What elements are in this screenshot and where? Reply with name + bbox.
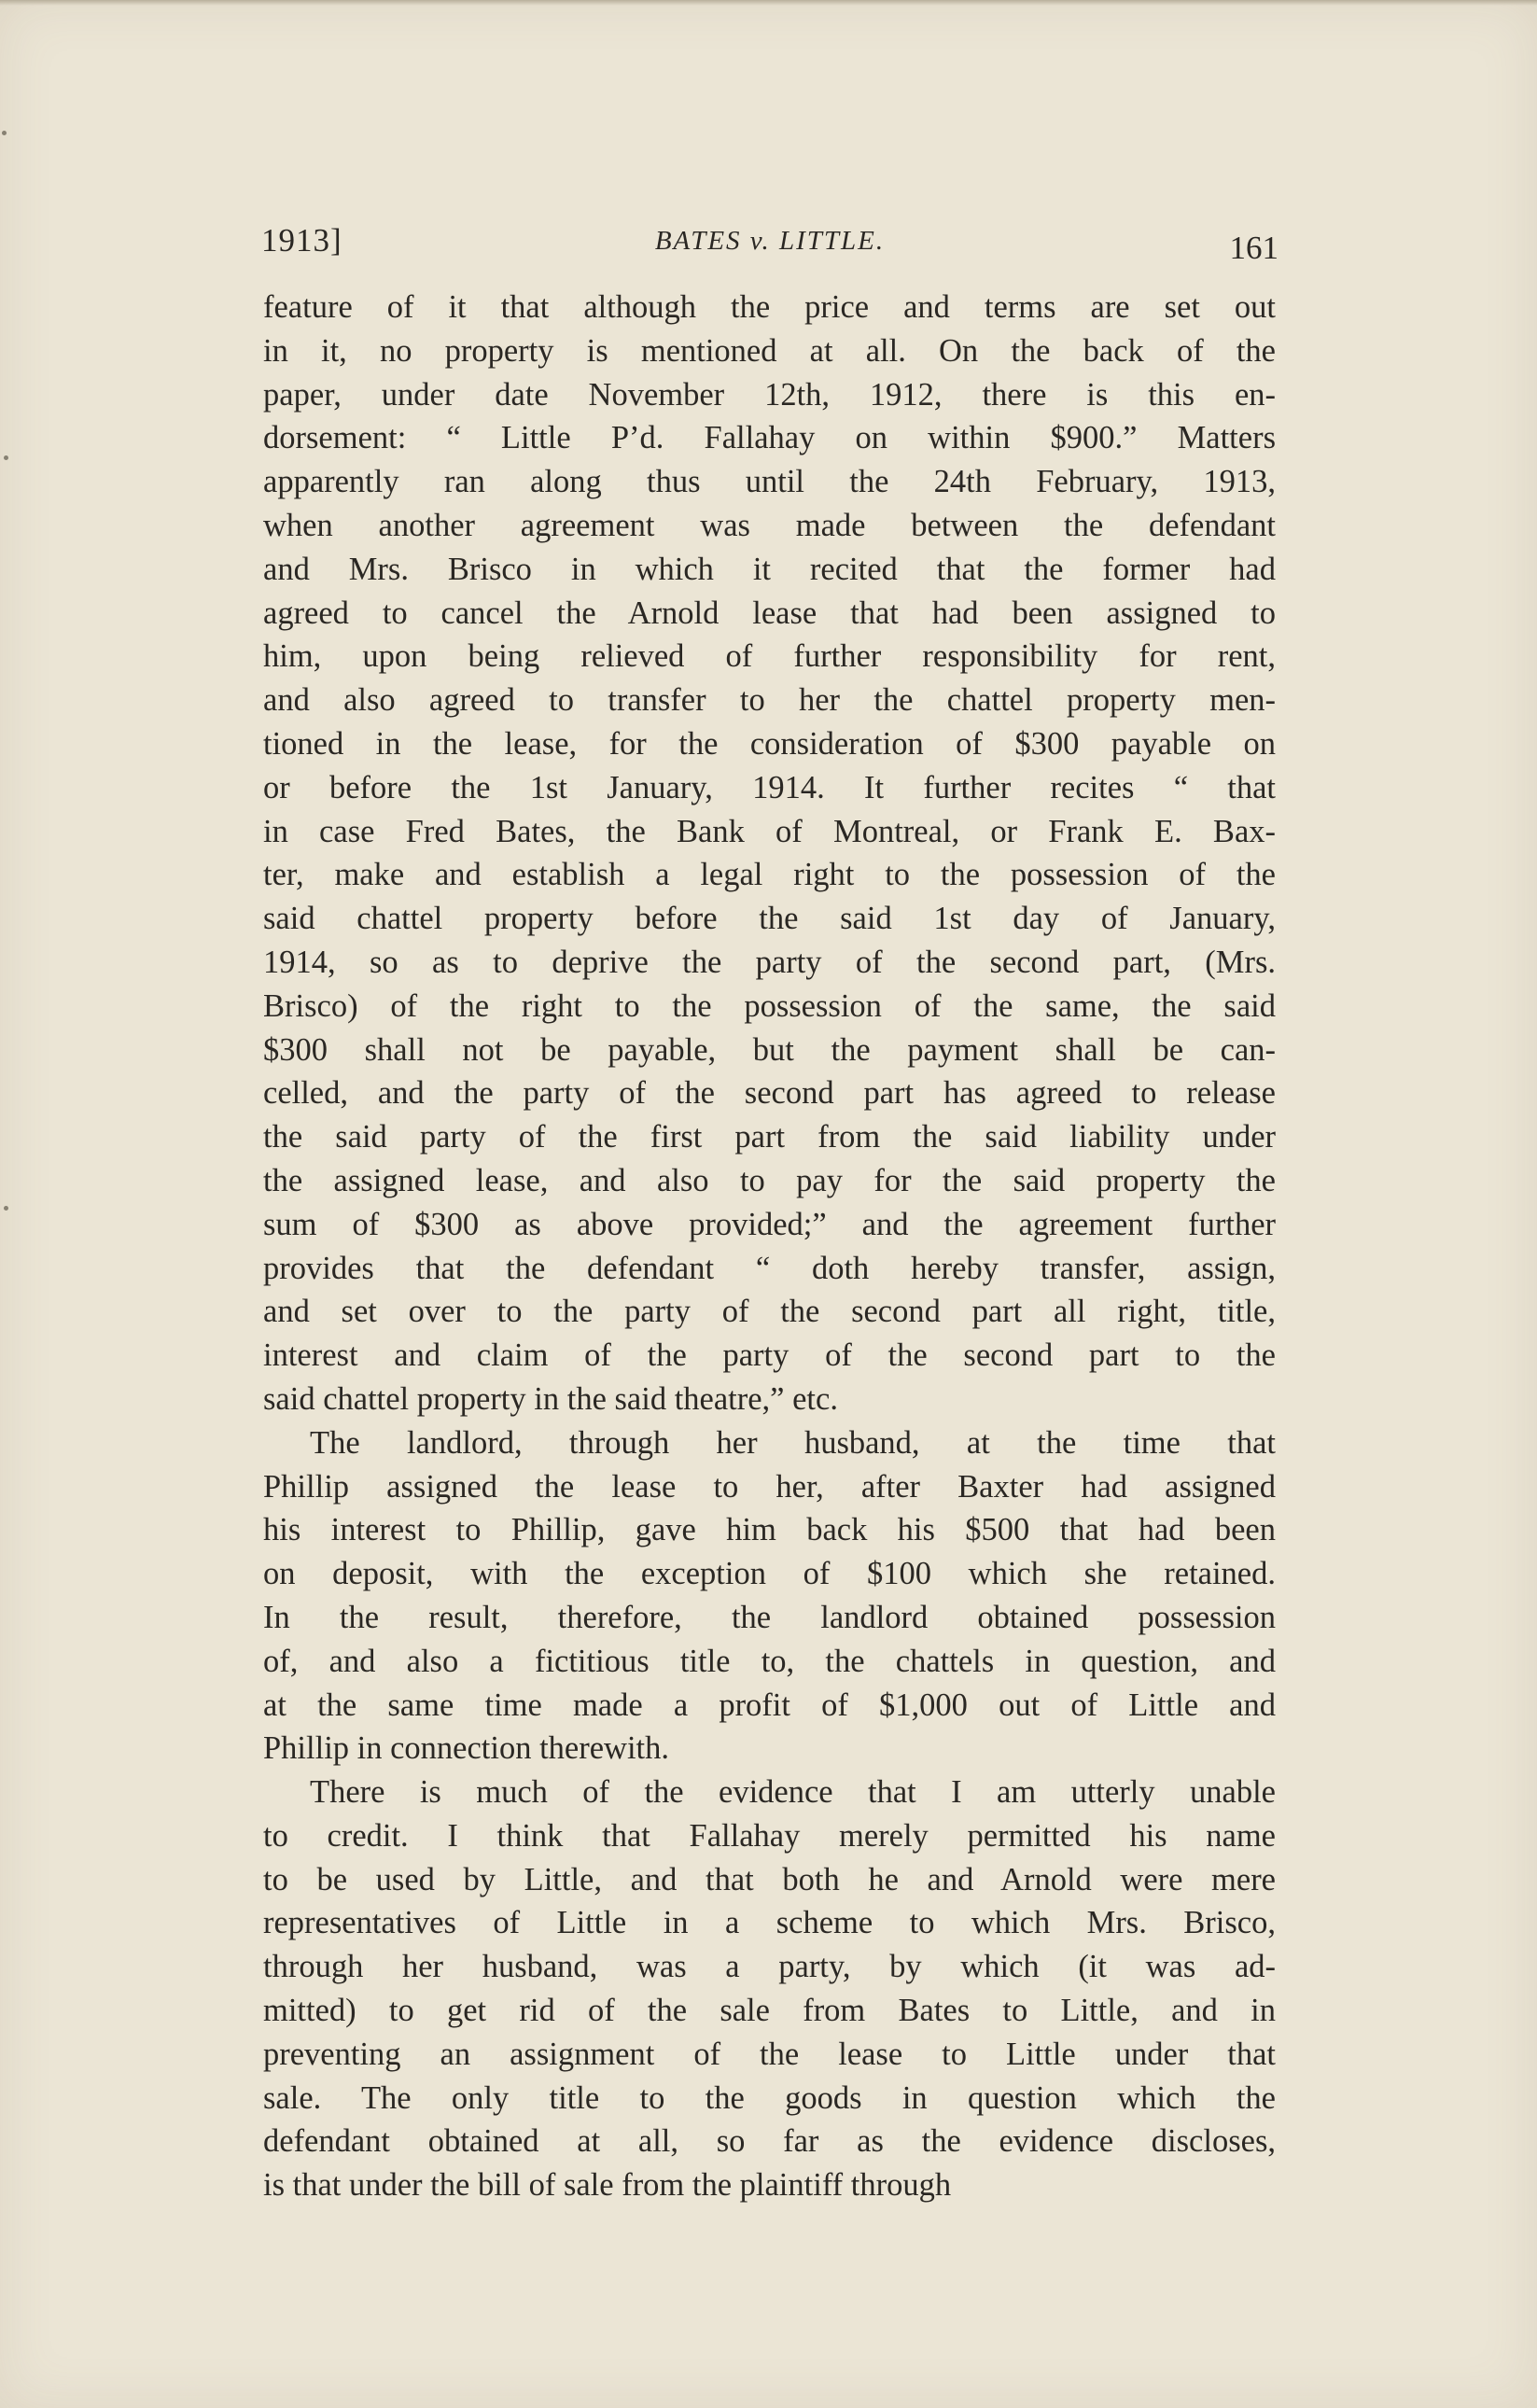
text-line: mitted) to get rid of the sale from Bates to Little, and in bbox=[263, 1993, 1276, 2029]
text-line: interest and claim of the party of the second part to the bbox=[263, 1337, 1276, 1374]
text-line: and Mrs. Brisco in which it recited that the former had bbox=[263, 551, 1276, 587]
page-number: 161 bbox=[1229, 230, 1279, 266]
page-top-edge bbox=[0, 0, 1537, 6]
print-speck bbox=[4, 1206, 8, 1211]
text-line: preventing an assignment of the lease to Little under that bbox=[263, 2036, 1276, 2072]
text-line: of, and also a fictitious title to, the chattels in question, and bbox=[263, 1643, 1276, 1679]
print-speck bbox=[2, 131, 7, 135]
text-line: when another agreement was made between the defendant bbox=[263, 507, 1276, 543]
text-line: dorsement: “ Little P’d. Fallahay on within $900.” Matters bbox=[263, 420, 1276, 456]
text-line: 1914, so as to deprive the party of the second part, (Mrs. bbox=[263, 944, 1276, 980]
text-line: paper, under date November 12th, 1912, there is this en- bbox=[263, 376, 1276, 413]
text-line: in case Fred Bates, the Bank of Montreal, or Frank E. Bax- bbox=[263, 813, 1276, 849]
text-line: and also agreed to transfer to her the chattel property men- bbox=[263, 682, 1276, 719]
text-line: tioned in the lease, for the consideration of $300 payable on bbox=[263, 725, 1276, 762]
paragraph bbox=[263, 1771, 1276, 2207]
text-line: in it, no property is mentioned at all. On the back of the bbox=[263, 332, 1276, 369]
header-case-title: BATES v. LITTLE. bbox=[654, 226, 886, 256]
text-line: representatives of Little in a scheme to which Mrs. Brisco, bbox=[263, 1905, 1276, 1941]
text-line: ter, make and establish a legal right to the possession of the bbox=[263, 857, 1276, 893]
text-line: on deposit, with the exception of $100 which she retained. bbox=[263, 1556, 1276, 1592]
text-line: There is much of the evidence that I am utterly unable bbox=[310, 1774, 1276, 1811]
text-line: and set over to the party of the second part all right, title, bbox=[263, 1294, 1276, 1330]
text-line: Brisco) of the right to the possession of the same, the said bbox=[263, 987, 1276, 1024]
text-line: Phillip in connection therewith. bbox=[263, 1730, 670, 1767]
text-line: him, upon being relieved of further responsibility for rent, bbox=[263, 638, 1276, 675]
paragraph bbox=[263, 1421, 1276, 1771]
text-line: or before the 1st January, 1914. It further recites “ that bbox=[263, 769, 1276, 805]
text-line: provides that the defendant “ doth hereby transfer, assign, bbox=[263, 1250, 1276, 1286]
text-line: the said party of the first part from the said liability under bbox=[263, 1119, 1276, 1155]
text-line: Phillip assigned the lease to her, after Baxter had assigned bbox=[263, 1468, 1276, 1505]
text-line: the assigned lease, and also to pay for the said property the bbox=[263, 1162, 1276, 1198]
header-year: 1913] bbox=[261, 222, 342, 259]
text-line: agreed to cancel the Arnold lease that had been assigned to bbox=[263, 595, 1276, 631]
text-line: at the same time made a profit of $1,000 out of Little and bbox=[263, 1687, 1276, 1723]
text-line: said chattel property before the said 1st day of January, bbox=[263, 901, 1276, 937]
text-line: $300 shall not be payable, but the payment shall be can- bbox=[263, 1031, 1276, 1068]
text-line: The landlord, through her husband, at the time that bbox=[310, 1424, 1276, 1461]
text-line: apparently ran along thus until the 24th February, 1913, bbox=[263, 464, 1276, 500]
text-line: his interest to Phillip, gave him back his $500 that had been bbox=[263, 1512, 1276, 1548]
text-line: In the result, therefore, the landlord obtained possession bbox=[263, 1599, 1276, 1635]
running-header bbox=[261, 217, 1279, 273]
text-line: to credit. I think that Fallahay merely permitted his name bbox=[263, 1817, 1276, 1854]
text-line: sale. The only title to the goods in question which the bbox=[263, 2079, 1276, 2116]
text-line: defendant obtained at all, so far as the evidence discloses, bbox=[263, 2123, 1276, 2160]
text-line: sum of $300 as above provided;” and the agreement further bbox=[263, 1206, 1276, 1242]
text-line: is that under the bill of sale from the plaintiff through bbox=[263, 2167, 952, 2204]
page-body-text bbox=[263, 286, 1276, 2207]
text-line: to be used by Little, and that both he and Arnold were mere bbox=[263, 1861, 1276, 1897]
paragraph bbox=[263, 286, 1276, 1421]
text-line: feature of it that although the price and terms are set out bbox=[263, 289, 1276, 325]
text-line: said chattel property in the said theatre,” etc. bbox=[263, 1380, 838, 1417]
text-line: through her husband, was a party, by which (it was ad- bbox=[263, 1949, 1276, 1985]
print-speck bbox=[4, 455, 8, 460]
text-line: celled, and the party of the second part has agreed to release bbox=[263, 1075, 1276, 1112]
